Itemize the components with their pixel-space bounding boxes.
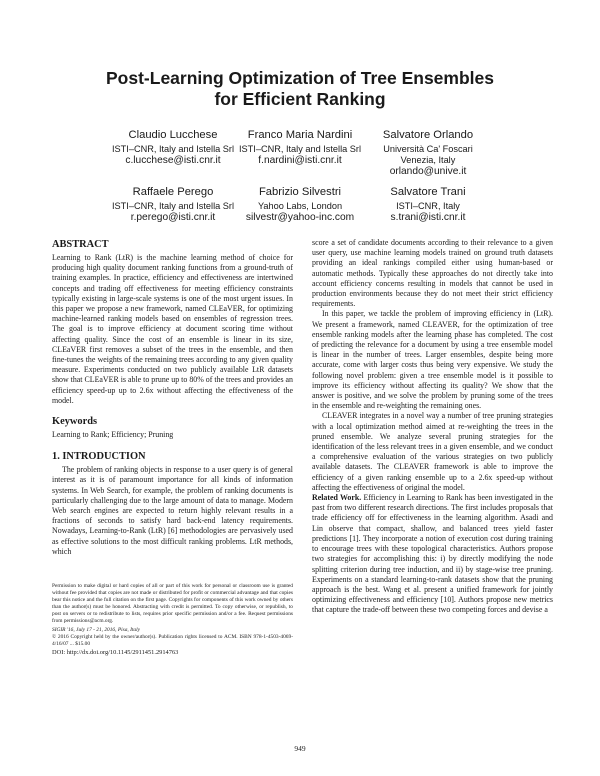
permission-notice bbox=[52, 583, 293, 657]
author-3 bbox=[343, 129, 513, 178]
author-name: Salvatore Trani bbox=[390, 186, 466, 198]
author-affiliation: ISTI–CNR, Italy and Istella Srl bbox=[111, 201, 235, 211]
author-affiliation: Università Ca' Foscari bbox=[383, 144, 473, 154]
paper-title bbox=[40, 68, 560, 110]
related-work-label: Related Work. bbox=[312, 493, 362, 503]
copyright-line: © 2016 Copyright held by the owner/author(s). Publication rights licensed to ACM. ISBN 978-1-4503-4069-4/16/07 ... $15.00 bbox=[52, 634, 293, 648]
author-affiliation: ISTI–CNR, Italy and Istella Srl bbox=[111, 144, 235, 154]
author-email: c.lucchese@isti.cnr.it bbox=[125, 155, 221, 166]
author-affiliation-2: Venezia, Italy bbox=[400, 155, 456, 165]
author-email: r.perego@isti.cnr.it bbox=[130, 212, 216, 223]
page-number: 949 bbox=[294, 744, 306, 753]
right-column bbox=[312, 238, 553, 616]
author-name: Claudio Lucchese bbox=[128, 129, 218, 141]
left-column bbox=[52, 238, 293, 557]
keywords-heading: Keywords bbox=[52, 416, 98, 428]
right-paragraph-2: In this paper, we tackle the problem of improving efficiency in (LtR). We present a framework, named CLEAVER, for the optimization of tree ensemble ranking models after the learning phase has completed. The cost of predicting the relevance for a document by using a tree ensemble model is linear in the number of trees. Larger ensembles, despite being more accurate, come with larger costs thus being very expensive. We study the following novel problem: given a tree ensemble model is it possible to improve its efficiency without affecting its quality? We show that the answer is positive, and we solve the problem by pruning some of the trees in the ensemble and re-weighting the remaining ones. bbox=[312, 309, 553, 411]
related-work-paragraph bbox=[312, 493, 553, 615]
conference-line: SIGIR '16, July 17 - 21, 2016, Pisa, Italy bbox=[52, 627, 140, 634]
author-affiliation: ISTI–CNR, Italy and Istella Srl bbox=[238, 144, 362, 154]
title-line-1: Post-Learning Optimization of Tree Ensembles bbox=[106, 68, 494, 88]
title-line-2: for Efficient Ranking bbox=[214, 89, 386, 109]
author-name: Salvatore Orlando bbox=[382, 129, 474, 141]
keywords-text: Learning to Rank; Efficiency; Pruning bbox=[52, 430, 174, 440]
author-affiliation: ISTI–CNR, Italy bbox=[396, 201, 460, 211]
permission-text: Permission to make digital or hard copies of all or part of this work for personal or classroom use is granted without fee provided that copies are not made or distributed for profit or commercial advantage and that copies bear this notice and the full citation on the first page. Copyrights for components of this work owned by others than the author(s) must be honored. Abstracting with credit is permitted. To copy otherwise, or republish, to post on servers or to redistribute to lists, requires prior specific permission and/or a fee. Request permissions from permissions@acm.org. bbox=[52, 583, 293, 624]
intro-paragraph: The problem of ranking objects in response to a user query is of general interest as it is of paramount importance for all kinds of information systems. In Web Search, for example, the problem of ranking documents is particularly challenging due to the large amount of data to manage. Modern Web search engines are expected to return highly relevant results in a fractions of seconds to satisfy hard back-end latency requirements. Nowadays, Learning-to-Rank (LtR) [6] methodologies are pervasively used as effective solutions to the most difficult ranking problems. LtR methods, which bbox=[52, 465, 293, 556]
author-email: silvestr@yahoo-inc.com bbox=[245, 212, 355, 223]
author-6 bbox=[343, 186, 513, 224]
right-paragraph-1: score a set of candidate documents according to their relevance to a given user query, use machine learning models trained on ground truth datasets providing an ideal rankings compiled either using human-based or automatic methods. Typically these approaches do not directly take into account efficiency concerns resulting in models that cannot be used in production environments because they do not meet their strict efficiency requirements. bbox=[312, 238, 553, 309]
abstract-text: Learning to Rank (LtR) is the machine learning method of choice for producing high quality document ranking functions from a ground-truth of training examples. In practice, efficiency and effectiveness are intertwined concepts and trading off effectiveness for meeting efficiency constraints typically existing in large-scale systems is one of the most urgent issues. In this paper we propose a new framework, named CLEaVER, for optimizing machine-learned ranking models based on ensembles of regression trees. The goal is to improve efficiency at document scoring time without affecting quality. Since the cost of an ensemble is linear in its size, CLEaVER first removes a subset of the trees in the ensemble, and then fine-tunes the weights of the remaining trees according to any given quality measure. Experiments conducted on two publicly available LtR datasets show that CLEaVER is able to prune up to 80% of the trees and provides an efficiency speed-up up to 2.6x without affecting the effectiveness of the model. bbox=[52, 253, 293, 405]
author-name: Fabrizio Silvestri bbox=[258, 186, 342, 198]
author-email: orlando@unive.it bbox=[389, 166, 467, 177]
author-name: Franco Maria Nardini bbox=[247, 129, 353, 141]
related-work-text: Efficiency in Learning to Rank has been investigated in the past from two different research directions. The first includes proposals that trade efficiency off for effectiveness in the learning algorithm. Asadi and Lin observe that compact, shallow, and balanced trees yield faster predictions [1]. They incorporate a notion of execution cost during training to encourage trees with these topological characteristics. Authors propose two strategies for accomplishing this: i) by directly modifying the node splitting criterion during tree induction, and ii) by stage-wise tree pruning. Experiments on a standard learning-to-rank datasets show that the pruning approach is the best. Wang et al. present a unified framework for jointly optimizing effectiveness and efficiency [10]. Authors propose new metrics that capture the trade-off between these two competing forces and devise a bbox=[312, 493, 554, 615]
author-email: s.trani@isti.cnr.it bbox=[390, 212, 466, 223]
doi-line: DOI: http://dx.doi.org/10.1145/2911451.2914763 bbox=[52, 649, 179, 657]
author-affiliation: Yahoo Labs, London bbox=[257, 201, 343, 211]
author-name: Raffaele Perego bbox=[132, 186, 214, 198]
introduction-heading: 1. INTRODUCTION bbox=[52, 451, 146, 463]
author-email: f.nardini@isti.cnr.it bbox=[258, 155, 342, 166]
right-paragraph-3: CLEAVER integrates in a novel way a number of tree pruning strategies with a local optimization method aimed at re-weighting the trees in the pruned ensemble. We analyze several pruning strategies for the identification of the less relevant trees in a given ensemble, and we conduct a comprehensive evaluation of the various strategies on two publicly available datasets. The CLEAVER framework is able to improve the efficiency of a given ranking ensemble up to a 2.6x speed-up without affecting the effectiveness of original the model. bbox=[312, 411, 553, 492]
abstract-heading: ABSTRACT bbox=[52, 239, 109, 250]
